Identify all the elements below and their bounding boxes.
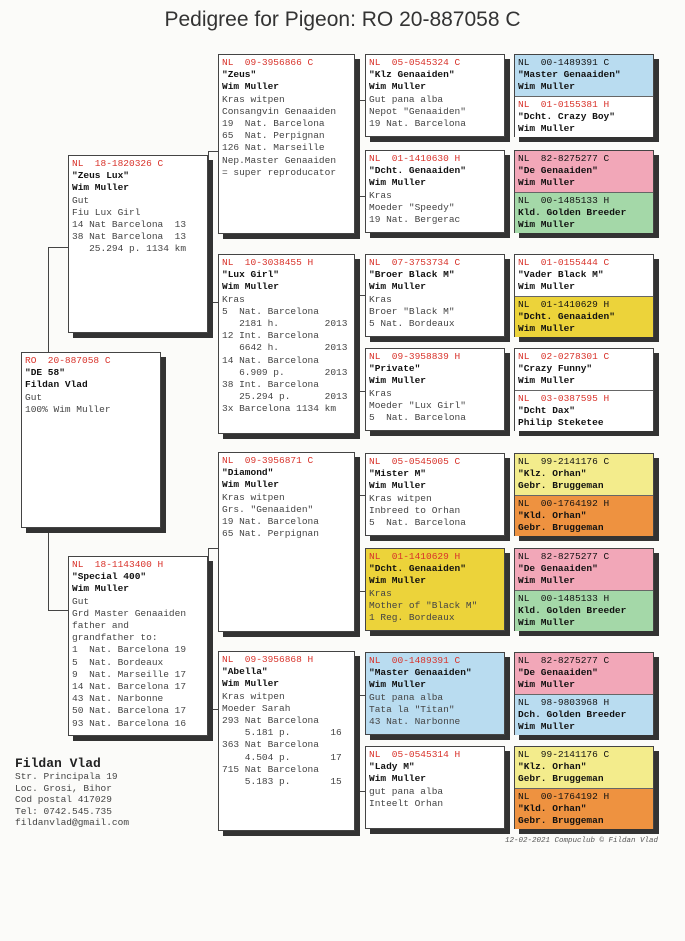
breeder-name: Wim Muller xyxy=(369,679,427,691)
dam-card xyxy=(68,556,208,736)
owner-address-line: Loc. Grosi, Bihor xyxy=(15,782,112,794)
card-line: 715 Nat Barcelona xyxy=(222,763,319,775)
great-great-grandparent-card xyxy=(515,495,653,536)
card-line: 25.294 p. 1134 km xyxy=(72,243,187,255)
pigeon-name: "Lady M" xyxy=(369,761,415,773)
ring-number: NL 82-8275277 C xyxy=(518,153,610,164)
great-great-grandparent-card xyxy=(515,653,653,694)
card-line: 5 Nat. Bordeaux xyxy=(369,318,455,330)
card-line: 5.183 p. 15 xyxy=(222,776,342,788)
ring-number: NL 82-8275277 C xyxy=(518,655,610,666)
pigeon-name: "Special 400" xyxy=(72,571,147,583)
ring-number: NL 01-0155444 C xyxy=(518,257,610,268)
card-line: 50 Nat. Barcelona 17 xyxy=(72,705,187,717)
card-line: Kras xyxy=(369,293,392,305)
ring-number: NL 00-1489391 C xyxy=(518,57,610,68)
card-line: 5.181 p. 16 xyxy=(222,727,342,739)
card-line: 14 Nat Barcelona 13 xyxy=(72,219,187,231)
great-great-grandparent-pair xyxy=(514,453,654,536)
pigeon-name: "De Genaaiden" xyxy=(518,563,598,575)
breeder-name: Wim Muller xyxy=(72,182,130,194)
card-line: 25.294 p. 2013 xyxy=(222,391,348,403)
card-line: Grs. "Genaaiden" xyxy=(222,503,314,515)
card-line: 363 Nat Barcelona xyxy=(222,739,319,751)
breeder-name: Wim Muller xyxy=(518,219,576,231)
card-line: 100% Wim Muller xyxy=(25,403,111,415)
breeder-name: Gebr. Bruggeman xyxy=(518,773,604,785)
ring-number: NL 01-0155381 H xyxy=(518,99,610,110)
pigeon-name: "Vader Black M" xyxy=(518,269,604,281)
card-line: 5 Nat. Barcelona xyxy=(222,305,319,317)
ring-number: NL 00-1485133 H xyxy=(518,593,610,604)
great-grandparent-card xyxy=(365,150,505,233)
great-great-grandparent-card xyxy=(515,788,653,829)
ring-number: NL 01-1410629 H xyxy=(369,551,461,562)
card-line: Kras xyxy=(222,293,245,305)
card-line: 6642 h. 2013 xyxy=(222,342,348,354)
pigeon-name: "Dcht. Genaaiden" xyxy=(518,311,615,323)
great-grandparent-card xyxy=(365,453,505,536)
breeder-name: Wim Muller xyxy=(369,575,427,587)
ring-number: NL 18-1143400 H xyxy=(72,559,164,570)
breeder-name: Wim Muller xyxy=(518,721,576,733)
great-great-grandparent-pair xyxy=(514,254,654,337)
great-great-grandparent-pair xyxy=(514,348,654,431)
card-line: Kras witpen xyxy=(369,492,432,504)
breeder-name: Wim Muller xyxy=(518,323,576,335)
card-line: 4.504 p. 17 xyxy=(222,751,342,763)
card-line: grandfather to: xyxy=(72,632,158,644)
ring-number: NL 09-3956866 C xyxy=(222,57,314,68)
breeder-name: Wim Muller xyxy=(222,81,280,93)
pigeon-name: "Dcht. Genaaiden" xyxy=(369,563,466,575)
pigeon-name: "Dcht. Crazy Boy" xyxy=(518,111,615,123)
ring-number: NL 10-3038455 H xyxy=(222,257,314,268)
ring-number: NL 05-0545005 C xyxy=(369,456,461,467)
great-great-grandparent-pair xyxy=(514,150,654,233)
great-grandparent-card xyxy=(365,54,505,137)
card-line: = super reproducator xyxy=(222,166,337,178)
breeder-name: Wim Muller xyxy=(369,480,427,492)
subject-pigeon-card xyxy=(21,352,161,528)
card-line: 19 Nat. Barcelona xyxy=(222,516,319,528)
pigeon-name: "Zeus" xyxy=(222,69,257,81)
pigeon-name: "Private" xyxy=(369,363,421,375)
card-line: 9 Nat. Marseille 17 xyxy=(72,668,187,680)
card-line: Grd Master Genaaiden xyxy=(72,607,187,619)
great-grandparent-card xyxy=(365,254,505,337)
great-great-grandparent-card xyxy=(515,296,653,337)
pigeon-name: "Master Genaaiden" xyxy=(369,667,472,679)
card-line: 1 Reg. Bordeaux xyxy=(369,612,455,624)
ring-number: NL 98-9803968 H xyxy=(518,697,610,708)
card-line: 126 Nat. Marseille xyxy=(222,142,325,154)
great-grandparent-card xyxy=(365,348,505,431)
grandparent-card xyxy=(218,254,355,434)
breeder-name: Wim Muller xyxy=(222,281,280,293)
card-line: Moeder Sarah xyxy=(222,702,291,714)
card-line: Broer "Black M" xyxy=(369,305,455,317)
card-line: Fiu Lux Girl xyxy=(72,206,141,218)
great-great-grandparent-pair xyxy=(514,652,654,735)
ring-number: RO 20-887058 C xyxy=(25,355,111,366)
card-line: Gut pana alba xyxy=(369,691,444,703)
pigeon-name: Dch. Golden Breeder xyxy=(518,709,627,721)
card-line: Inbreed to Orhan xyxy=(369,504,461,516)
breeder-name: Wim Muller xyxy=(72,583,130,595)
card-line: 1 Nat. Barcelona 19 xyxy=(72,644,187,656)
owner-phone: Tel: 0742.545.735 xyxy=(15,805,112,817)
pigeon-name: "Zeus Lux" xyxy=(72,170,130,182)
card-line: Consangvin Genaaiden xyxy=(222,105,337,117)
breeder-name: Wim Muller xyxy=(518,375,576,387)
breeder-name: Wim Muller xyxy=(369,773,427,785)
footer-credit: 12-02-2021 Compuclub © Fildan Vlad xyxy=(504,837,658,845)
breeder-name: Wim Muller xyxy=(369,281,427,293)
ring-number: NL 99-2141176 C xyxy=(518,749,610,760)
pigeon-name: "De Genaaiden" xyxy=(518,667,598,679)
pigeon-name: "Klz Genaaiden" xyxy=(369,69,455,81)
ring-number: NL 99-2141176 C xyxy=(518,456,610,467)
card-line: Tata la "Titan" xyxy=(369,703,455,715)
pigeon-name: "Broer Black M" xyxy=(369,269,455,281)
breeder-name: Wim Muller xyxy=(518,281,576,293)
breeder-name: Wim Muller xyxy=(369,375,427,387)
pigeon-name: "Kld. Orhan" xyxy=(518,510,587,522)
breeder-name: Wim Muller xyxy=(369,81,427,93)
card-line: Kras xyxy=(369,387,392,399)
pigeon-name: "Dcht. Genaaiden" xyxy=(369,165,466,177)
pigeon-name: "De Genaaiden" xyxy=(518,165,598,177)
pigeon-name: "Dcht Dax" xyxy=(518,405,576,417)
ring-number: NL 00-1764192 H xyxy=(518,498,610,509)
breeder-name: Wim Muller xyxy=(222,479,280,491)
breeder-name: Wim Muller xyxy=(518,575,576,587)
card-line: gut pana alba xyxy=(369,785,444,797)
card-line: father and xyxy=(72,620,130,632)
pigeon-name: "Klz. Orhan" xyxy=(518,468,587,480)
owner-name: Fildan Vlad xyxy=(15,756,101,771)
card-line: Gut xyxy=(72,194,90,206)
great-great-grandparent-card xyxy=(515,55,653,96)
card-line: Kras witpen xyxy=(222,491,285,503)
card-line: Moeder "Lux Girl" xyxy=(369,399,466,411)
great-great-grandparent-card xyxy=(515,590,653,631)
breeder-name: Gebr. Bruggeman xyxy=(518,522,604,534)
grandparent-card xyxy=(218,54,355,234)
ring-number: NL 02-0278301 C xyxy=(518,351,610,362)
pigeon-name: "Master Genaaiden" xyxy=(518,69,621,81)
breeder-name: Wim Muller xyxy=(518,81,576,93)
ring-number: NL 00-1485133 H xyxy=(518,195,610,206)
breeder-name: Wim Muller xyxy=(222,678,280,690)
great-great-grandparent-card xyxy=(515,349,653,390)
great-great-grandparent-card xyxy=(515,549,653,590)
card-line: Kras xyxy=(369,587,392,599)
ring-number: NL 05-0545314 H xyxy=(369,749,461,760)
ring-number: NL 09-3958839 H xyxy=(369,351,461,362)
card-line: 6.909 p. 2013 xyxy=(222,366,348,378)
owner-email[interactable]: fildanvlad@gmail.com xyxy=(15,817,130,828)
card-line: 38 Nat Barcelona 13 xyxy=(72,231,187,243)
breeder-name: Gebr. Bruggeman xyxy=(518,480,604,492)
great-great-grandparent-card xyxy=(515,454,653,495)
breeder-name: Fildan Vlad xyxy=(25,379,88,391)
card-line: 5 Nat. Barcelona xyxy=(369,517,466,529)
card-line: 14 Nat. Barcelona xyxy=(222,354,319,366)
card-line: 38 Int. Barcelona xyxy=(222,379,319,391)
card-line: 93 Nat. Barcelona 16 xyxy=(72,717,187,729)
card-line: Nep.Master Genaaiden xyxy=(222,154,337,166)
grandparent-card xyxy=(218,452,355,632)
pigeon-name: "Lux Girl" xyxy=(222,269,280,281)
ring-number: NL 00-1489391 C xyxy=(369,655,461,666)
ring-number: NL 09-3956871 C xyxy=(222,455,314,466)
card-line: 43 Nat. Narbonne xyxy=(369,716,461,728)
card-line: 2181 h. 2013 xyxy=(222,318,348,330)
great-great-grandparent-card xyxy=(515,747,653,788)
card-line: Kras xyxy=(369,189,392,201)
ring-number: NL 18-1820326 C xyxy=(72,158,164,169)
great-grandparent-card xyxy=(365,548,505,631)
card-line: 12 Int. Barcelona xyxy=(222,330,319,342)
page-title: Pedigree for Pigeon: RO 20-887058 C xyxy=(164,8,521,31)
great-great-grandparent-pair xyxy=(514,54,654,137)
card-line: 5 Nat. Bordeaux xyxy=(72,656,164,668)
pigeon-name: "Abella" xyxy=(222,666,268,678)
pigeon-name: Kld. Golden Breeder xyxy=(518,207,627,219)
card-line: 19 Nat. Barcelona xyxy=(222,118,325,130)
breeder-name: Wim Muller xyxy=(369,177,427,189)
pigeon-name: "Klz. Orhan" xyxy=(518,761,587,773)
card-line: Inteelt Orhan xyxy=(369,797,444,809)
card-line: Gut xyxy=(72,595,90,607)
card-line: 5 Nat. Barcelona xyxy=(369,412,466,424)
owner-address-line: Str. Principala 19 xyxy=(15,771,118,782)
card-line: 43 Nat. Narbonne xyxy=(72,693,164,705)
great-great-grandparent-card xyxy=(515,255,653,296)
great-great-grandparent-card xyxy=(515,694,653,735)
breeder-name: Wim Muller xyxy=(518,679,576,691)
card-line: 65 Nat. Perpignan xyxy=(222,528,319,540)
great-great-grandparent-pair xyxy=(514,548,654,631)
pigeon-name: "Kld. Orhan" xyxy=(518,803,587,815)
breeder-name: Philip Steketee xyxy=(518,417,604,429)
ring-number: NL 07-3753734 C xyxy=(369,257,461,268)
card-line: Kras witpen xyxy=(222,93,285,105)
breeder-name: Wim Muller xyxy=(518,123,576,135)
card-line: Nepot "Genaaiden" xyxy=(369,105,466,117)
breeder-name: Gebr. Bruggeman xyxy=(518,815,604,827)
great-grandparent-card xyxy=(365,652,505,735)
card-line: 14 Nat. Barcelona 17 xyxy=(72,681,187,693)
breeder-name: Wim Muller xyxy=(518,617,576,629)
card-line: Moeder "Speedy" xyxy=(369,201,455,213)
breeder-name: Wim Muller xyxy=(518,177,576,189)
sire-card xyxy=(68,155,208,333)
pigeon-name: Kld. Golden Breeder xyxy=(518,605,627,617)
card-line: Mother of "Black M" xyxy=(369,599,478,611)
card-line: Gut pana alba xyxy=(369,93,444,105)
ring-number: NL 82-8275277 C xyxy=(518,551,610,562)
great-great-grandparent-card xyxy=(515,151,653,192)
great-great-grandparent-card xyxy=(515,192,653,233)
grandparent-card xyxy=(218,651,355,831)
owner-address-line: Cod postal 417029 xyxy=(15,794,112,805)
great-great-grandparent-card xyxy=(515,96,653,137)
ring-number: NL 01-1410630 H xyxy=(369,153,461,164)
card-line: 65 Nat. Perpignan xyxy=(222,130,325,142)
card-line: 19 Nat. Barcelona xyxy=(369,118,466,130)
ring-number: NL 09-3956868 H xyxy=(222,654,314,665)
great-grandparent-card xyxy=(365,746,505,829)
ring-number: NL 05-0545324 C xyxy=(369,57,461,68)
card-line: 293 Nat Barcelona xyxy=(222,715,319,727)
pigeon-name: "Crazy Funny" xyxy=(518,363,593,375)
ring-number: NL 03-0387595 H xyxy=(518,393,610,404)
card-line: Gut xyxy=(25,391,43,403)
card-line: Kras witpen xyxy=(222,690,285,702)
card-line: 19 Nat. Bergerac xyxy=(369,214,461,226)
great-great-grandparent-card xyxy=(515,390,653,431)
pigeon-name: "Mister M" xyxy=(369,468,427,480)
ring-number: NL 01-1410629 H xyxy=(518,299,610,310)
pigeon-name: "Diamond" xyxy=(222,467,274,479)
owner-info xyxy=(15,756,129,829)
great-great-grandparent-pair xyxy=(514,746,654,829)
card-line: 3x Barcelona 1134 km xyxy=(222,403,337,415)
ring-number: NL 00-1764192 H xyxy=(518,791,610,802)
pigeon-name: "DE 58" xyxy=(25,367,65,379)
